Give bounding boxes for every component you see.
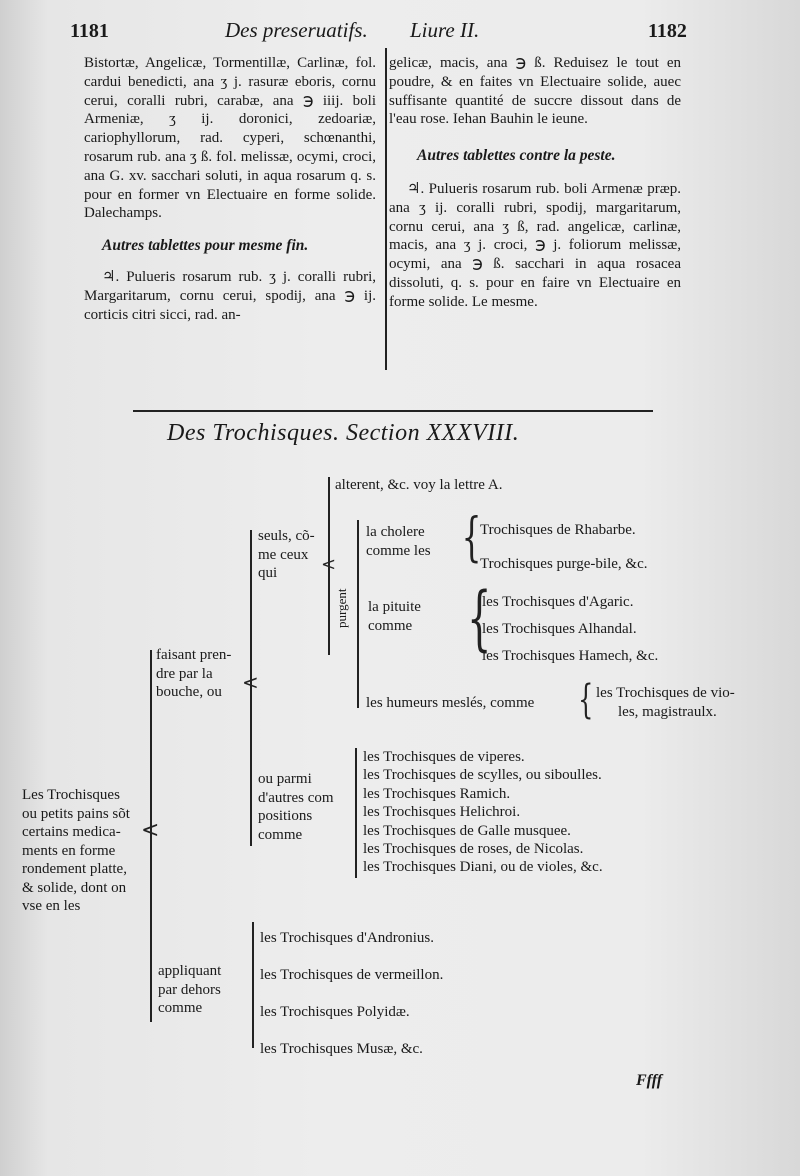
left-page-number: 1181 bbox=[70, 20, 109, 42]
left-paragraph-1: Bistortæ, Angelicæ, Tormentillæ, Carlinæ, fol. cardui benedicti, ana ʒ j. rasuræ eboris, cornu cerui, coralli rubri, carabæ, ana ℈ iiij. boli Armeniæ, ʒ ij. doronici, zedoariæ, cariophyllorum, rad. cyperi, schœnanthi, rosarum rub. ana ʒ ß. fol. melissæ, ocymi, croci, ana G. xv. sacchari soluti, in aqua rosarum q. s. pour en former vn Electuaire en forme solide. Dalechamps. bbox=[84, 55, 376, 222]
branch-alone: seuls, cõ- me ceux qui bbox=[258, 528, 315, 581]
composition-items: les Trochisques de viperes. les Trochisques de scylles, ou siboulles. les Trochisques Ramich. les Trochisques Helichroi. les Trochisques de Galle musquee. les Trochisques de roses, de Nicolas. les Trochisques Diani, ou de violes, &c. bbox=[363, 749, 603, 876]
outside-bracket bbox=[252, 922, 254, 1048]
right-paragraph-2: ♃. Pulueris rosarum rub. boli Armenæ præp. ana ʒ ij. coralli rubri, spodij, margaritarum, cornu cerui, ana ʒ ß, rad. angelicæ, carlinæ, macis, ana ʒ j. croci, ℈ j. foliorum melissæ, ocymi, ana ℈ ß. sacchari in aqua rosacea dissoluti, q. s. pour en faire vn Electuaire en forme solide. Le mesme. bbox=[389, 180, 681, 310]
cholere-brace: { bbox=[461, 508, 482, 568]
mouth-brace-tip: < bbox=[242, 670, 259, 694]
branch-pituite: la pituite comme bbox=[368, 599, 421, 634]
outside-items: les Trochisques d'Andronius. les Trochisques de vermeillon. les Trochisques Polyidæ. les Trochisques Musæ, &c. bbox=[260, 930, 444, 1057]
signature-mark: Ffff bbox=[636, 1072, 663, 1089]
section-rule bbox=[133, 410, 653, 412]
left-subheading: Autres tablettes pour mesme fin. bbox=[102, 237, 309, 255]
humeurs-items: les Trochisques de vio- les, magistraulx. bbox=[596, 685, 735, 720]
alter-text: alterent, &c. voy la lettre A. bbox=[335, 477, 503, 493]
branch-mouth: faisant pren- dre par la bouche, ou bbox=[156, 647, 232, 700]
cholere-items: Trochisques de Rhabarbe. Trochisques purge-bile, &c. bbox=[480, 522, 648, 572]
compositions-bracket bbox=[355, 748, 357, 878]
purge-bracket bbox=[357, 520, 359, 708]
humeurs-brace: { bbox=[578, 677, 594, 723]
alone-brace-tip: < bbox=[321, 554, 337, 575]
right-subheading: Autres tablettes contre la peste. bbox=[417, 147, 616, 165]
right-paragraph-1: gelicæ, macis, ana ℈ ß. Reduisez le tout en poudre, & en faites vn Electuaire solide, auec suffisante quantité de succre dissout dans de l'eau rose. Iehan Bauhin le ieune. bbox=[389, 55, 681, 128]
pituite-brace: { bbox=[467, 577, 492, 659]
pituite-items: les Trochisques d'Agaric. les Trochisques Alhandal. les Trochisques Hamech, &c. bbox=[482, 594, 659, 664]
tree-root: Les Trochisques ou petits pains sõt certains medica- ments en forme rondement platte, & solide, dont on vse en les bbox=[22, 787, 130, 914]
right-column bbox=[389, 54, 681, 312]
purgent-label: purgent bbox=[334, 588, 349, 628]
left-paragraph-2: ♃. Pulueris rosarum rub. ʒ j. coralli rubri, Margaritarum, cornu cerui, spodij, ana ℈ ij. corticis citri sicci, rad. an- bbox=[84, 268, 376, 323]
branch-outside: appliquant par dehors comme bbox=[158, 963, 222, 1016]
left-column bbox=[84, 54, 376, 324]
branch-compositions: ou parmi d'autres com positions comme bbox=[258, 771, 334, 843]
right-page-number: 1182 bbox=[648, 20, 687, 42]
branch-cholere: la cholere comme les bbox=[366, 524, 431, 559]
column-divider bbox=[385, 48, 387, 370]
book-number: Liure II. bbox=[410, 18, 480, 42]
branch-humeurs: les humeurs meslés, comme bbox=[366, 695, 535, 711]
root-brace-tip: < bbox=[141, 818, 160, 843]
running-title: Des preseruatifs. bbox=[225, 18, 368, 42]
section-title: Des Trochisques. Section XXXVIII. bbox=[167, 420, 520, 446]
